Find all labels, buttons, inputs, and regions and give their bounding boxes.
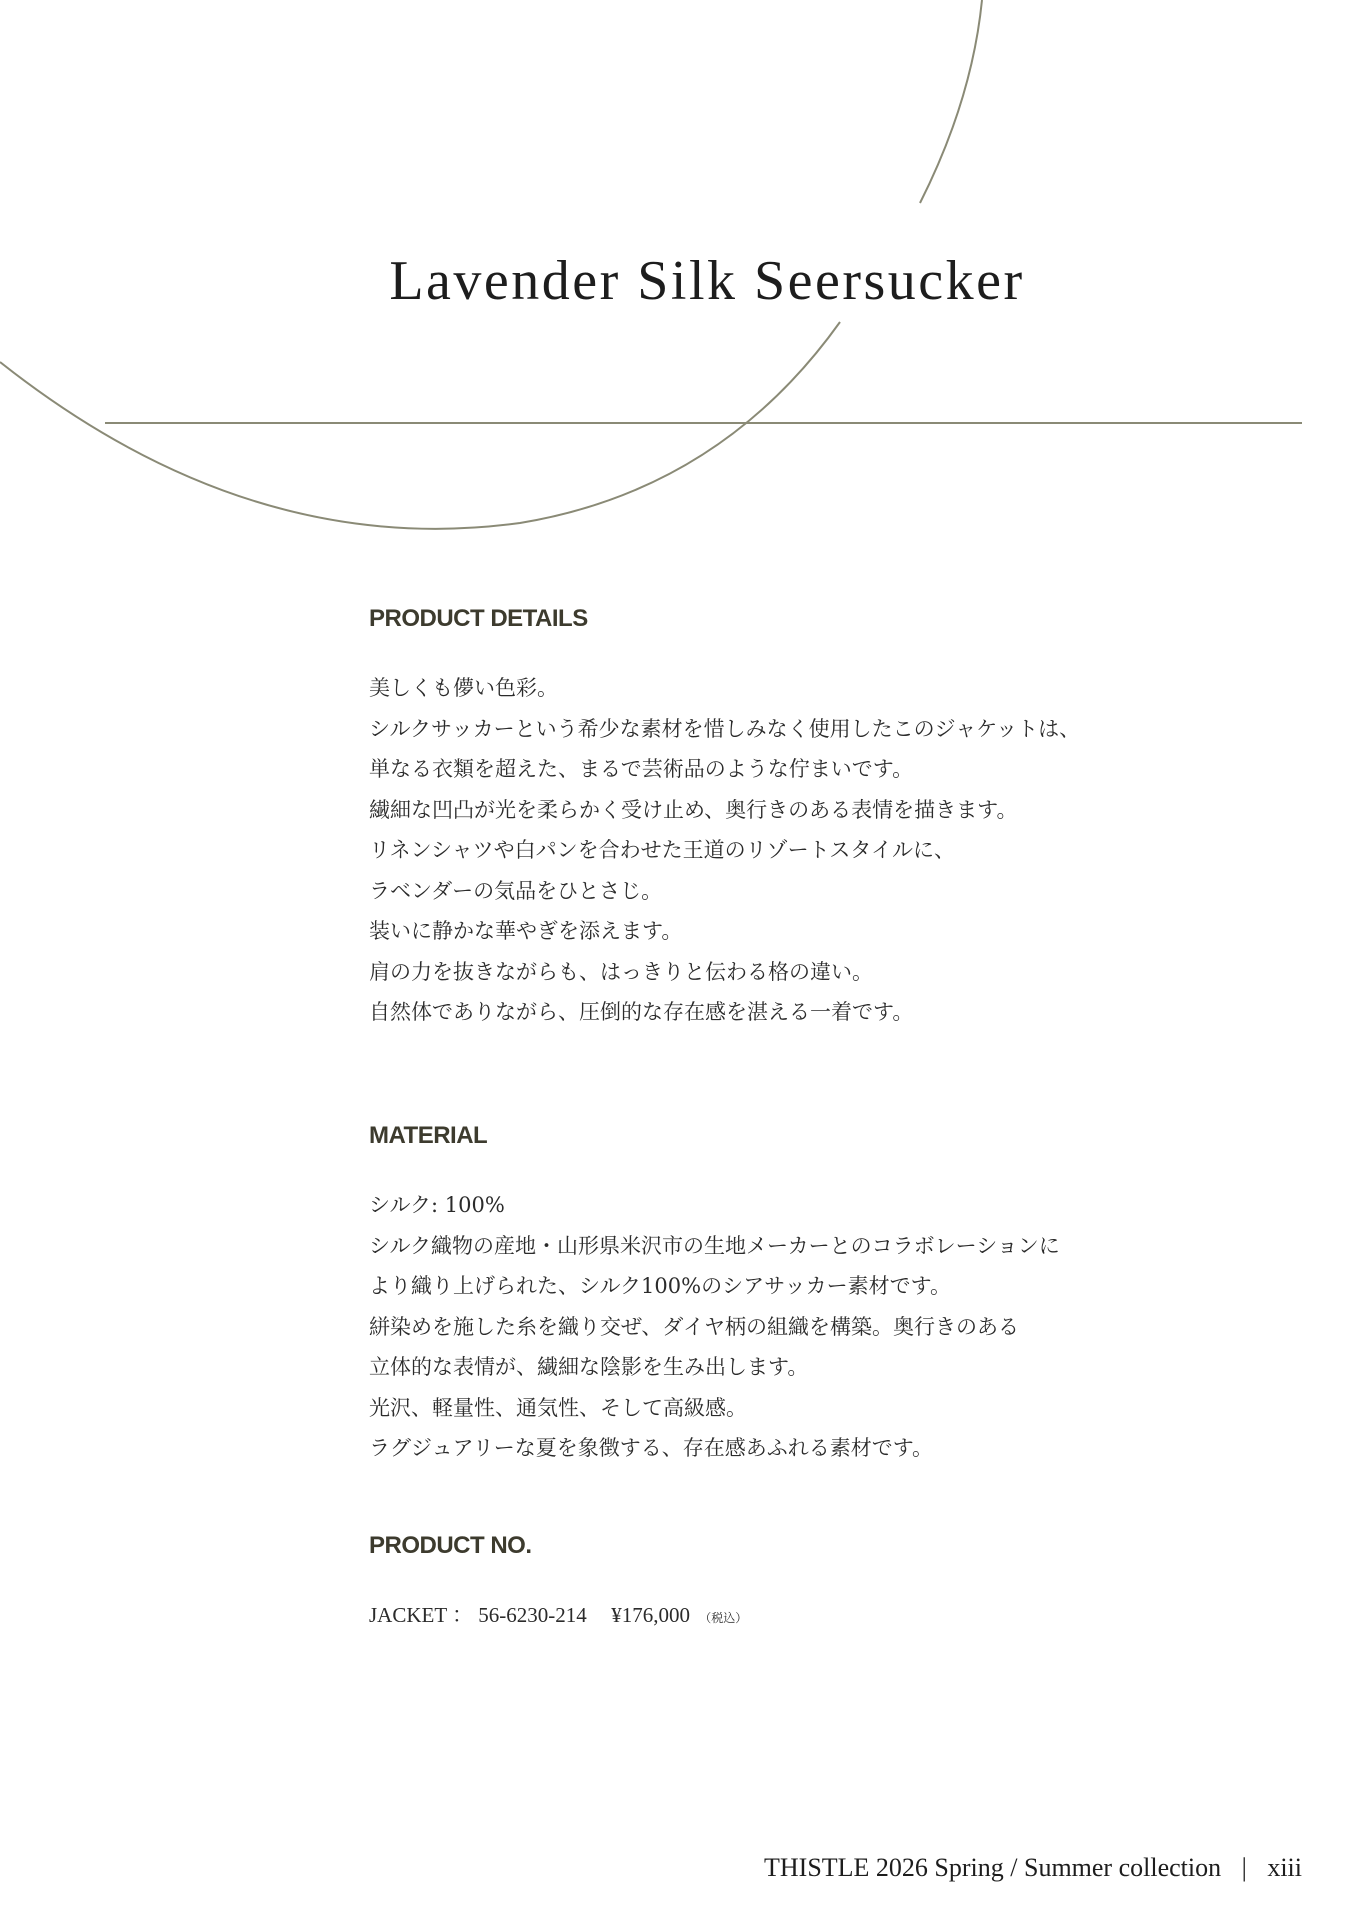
material-line: より織り上げられた、シルク100%のシアサッカー素材です。 <box>369 1274 951 1298</box>
details-line: 装いに静かな華やぎを添えます。 <box>369 919 683 943</box>
decorative-arc-small <box>920 0 982 203</box>
details-line: 肩の力を抜きながらも、はっきりと伝わる格の違い。 <box>369 959 873 984</box>
product-tax-note: （税込） <box>699 1611 748 1625</box>
footer-collection: THISTLE 2026 Spring / Summer collection <box>764 1853 1222 1882</box>
material-line: 絣染めを施した糸を織り交ぜ、ダイヤ柄の組織を構築。奥行きのある <box>369 1314 1019 1339</box>
page-title: Lavender Silk Seersucker <box>389 250 1025 312</box>
page-number: xiii <box>1267 1853 1302 1882</box>
product-separator: ： <box>452 1603 474 1627</box>
material-line: ラグジュアリーな夏を象徴する、存在感あふれる素材です。 <box>369 1436 934 1460</box>
product-number-heading: PRODUCT NO. <box>369 1532 532 1559</box>
product-details-text <box>369 668 1089 1033</box>
product-details-heading: PRODUCT DETAILS <box>369 605 588 632</box>
material-heading: MATERIAL <box>369 1122 488 1149</box>
material-line: 立体的な表情が、繊細な陰影を生み出します。 <box>369 1355 809 1379</box>
details-line: ラベンダーの気品をひとさじ。 <box>369 878 663 903</box>
details-line: シルクサッカーという希少な素材を惜しみなく使用したこのジャケットは、 <box>369 716 1081 741</box>
product-number-line <box>369 1595 1089 1638</box>
product-price: ¥176,000 <box>611 1603 691 1627</box>
material-line: シルク: 100% <box>369 1193 505 1217</box>
material-line: 光沢、軽量性、通気性、そして高級感。 <box>369 1395 747 1420</box>
details-line: 美しくも儚い色彩。 <box>369 676 558 700</box>
product-number-section <box>369 1531 1089 1638</box>
material-section <box>369 1121 1089 1469</box>
decorative-arc-large <box>0 322 840 529</box>
material-text <box>369 1185 1089 1469</box>
product-code: 56-6230-214 <box>478 1603 587 1627</box>
details-line: リネンシャツや白パンを合わせた王道のリゾートスタイルに、 <box>369 838 956 862</box>
product-details-section <box>369 604 1089 1033</box>
product-item: JACKET <box>369 1603 447 1627</box>
footer-divider: | <box>1241 1853 1247 1882</box>
material-line: シルク織物の産地・山形県米沢市の生地メーカーとのコラボレーションに <box>369 1233 1060 1258</box>
details-line: 自然体でありながら、圧倒的な存在感を湛える一着です。 <box>369 1000 914 1024</box>
details-line: 単なる衣類を超えた、まるで芸術品のような佇まいです。 <box>369 757 914 781</box>
details-line: 繊細な凹凸が光を柔らかく受け止め、奥行きのある表情を描きます。 <box>369 797 1018 822</box>
page-footer <box>764 1851 1302 1885</box>
